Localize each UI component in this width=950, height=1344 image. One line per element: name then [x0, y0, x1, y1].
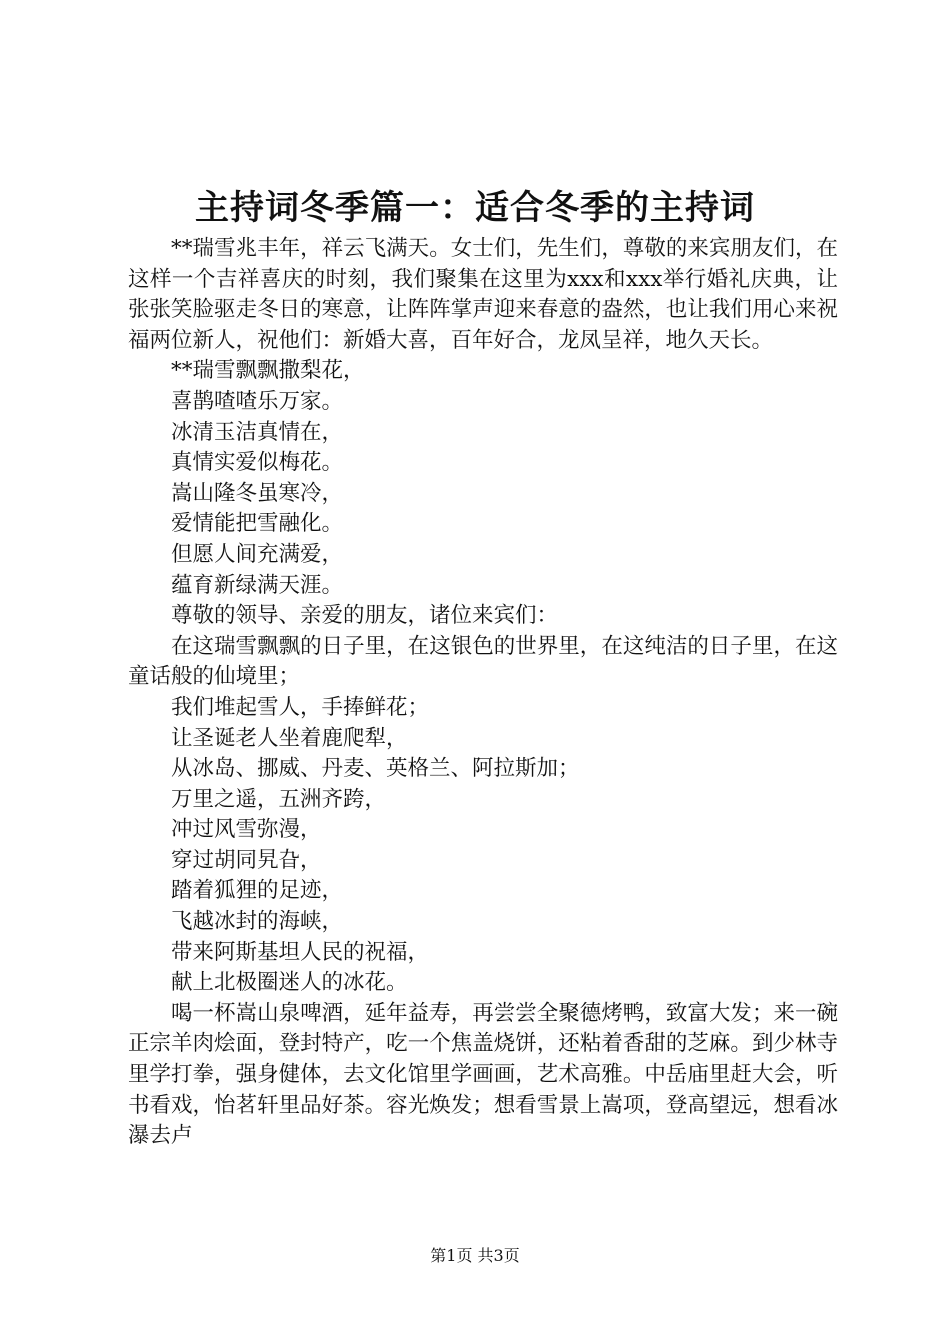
poem-line: 喜鹊喳喳乐万家。: [171, 388, 344, 414]
poem-line: 爱情能把雪融化。: [171, 511, 344, 537]
poem-line: 但愿人间充满爱，: [171, 541, 344, 567]
poem-line: **瑞雪飘飘撒梨花，: [171, 358, 365, 384]
poem-line: 从冰岛、挪威、丹麦、英格兰、阿拉斯加；: [171, 756, 580, 782]
paragraph-opening: **瑞雪兆丰年，祥云飞满天。女士们，先生们，尊敬的来宾朋友们，在这样一个吉祥喜庆的时刻，我们聚集在这里为xxx和xxx举行婚礼庆典，让张张笑脸驱走冬日的寒意，让阵阵掌声迎来春意的盎然，也让我们用心来祝福两位新人，祝他们：新婚大喜，百年好合，龙凤呈祥，地久天长。: [128, 236, 838, 353]
poem-line: 真情实爱似梅花。: [171, 450, 344, 476]
poem-block-2: [128, 693, 838, 999]
poem-line: 蕴育新绿满天涯。: [171, 572, 344, 598]
poem-line: 我们堆起雪人，手捧鲜花；: [171, 694, 430, 720]
poem-line: 冰清玉洁真情在，: [171, 419, 344, 445]
poem-line: 献上北极圈迷人的冰花。: [171, 970, 408, 996]
page-footer: 第1页 共3页: [430, 1246, 520, 1265]
paragraph-local-specialties: 喝一杯嵩山泉啤酒，延年益寿，再尝尝全聚德烤鸭，致富大发；来一碗正宗羊肉烩面，登封特产，吃一个焦盖烧饼，还粘着香甜的芝麻。到少林寺里学打拳，强身健体，去文化馆里学画画，艺术高雅。中岳庙里赶大会，听书看戏，怡茗轩里品好茶。容光焕发；想看雪景上嵩项，登高望远，想看冰瀑去卢: [128, 1000, 838, 1149]
paragraph-snow-day: 在这瑞雪飘飘的日子里，在这银色的世界里，在这纯洁的日子里，在这童话般的仙境里；: [128, 633, 838, 690]
poem-line: 踏着狐狸的足迹，: [171, 878, 344, 904]
greeting-line: 尊敬的领导、亲爱的朋友，诸位来宾们：: [171, 603, 559, 629]
poem-line: 飞越冰封的海峡，: [171, 909, 344, 935]
poem-line: 带来阿斯基坦人民的祝福，: [171, 939, 430, 965]
poem-line: 嵩山隆冬虽寒冷，: [171, 480, 344, 506]
poem-line: 冲过风雪弥漫，: [171, 817, 322, 843]
document-body: [128, 234, 838, 1152]
poem-line: 让圣诞老人坐着鹿爬犁，: [171, 725, 408, 751]
poem-line: 穿过胡同旯旮，: [171, 847, 322, 873]
document-title: 主持词冬季篇一：适合冬季的主持词: [195, 188, 755, 228]
poem-line: 万里之遥，五洲齐跨，: [171, 786, 387, 812]
poem-block-1: [128, 356, 838, 631]
